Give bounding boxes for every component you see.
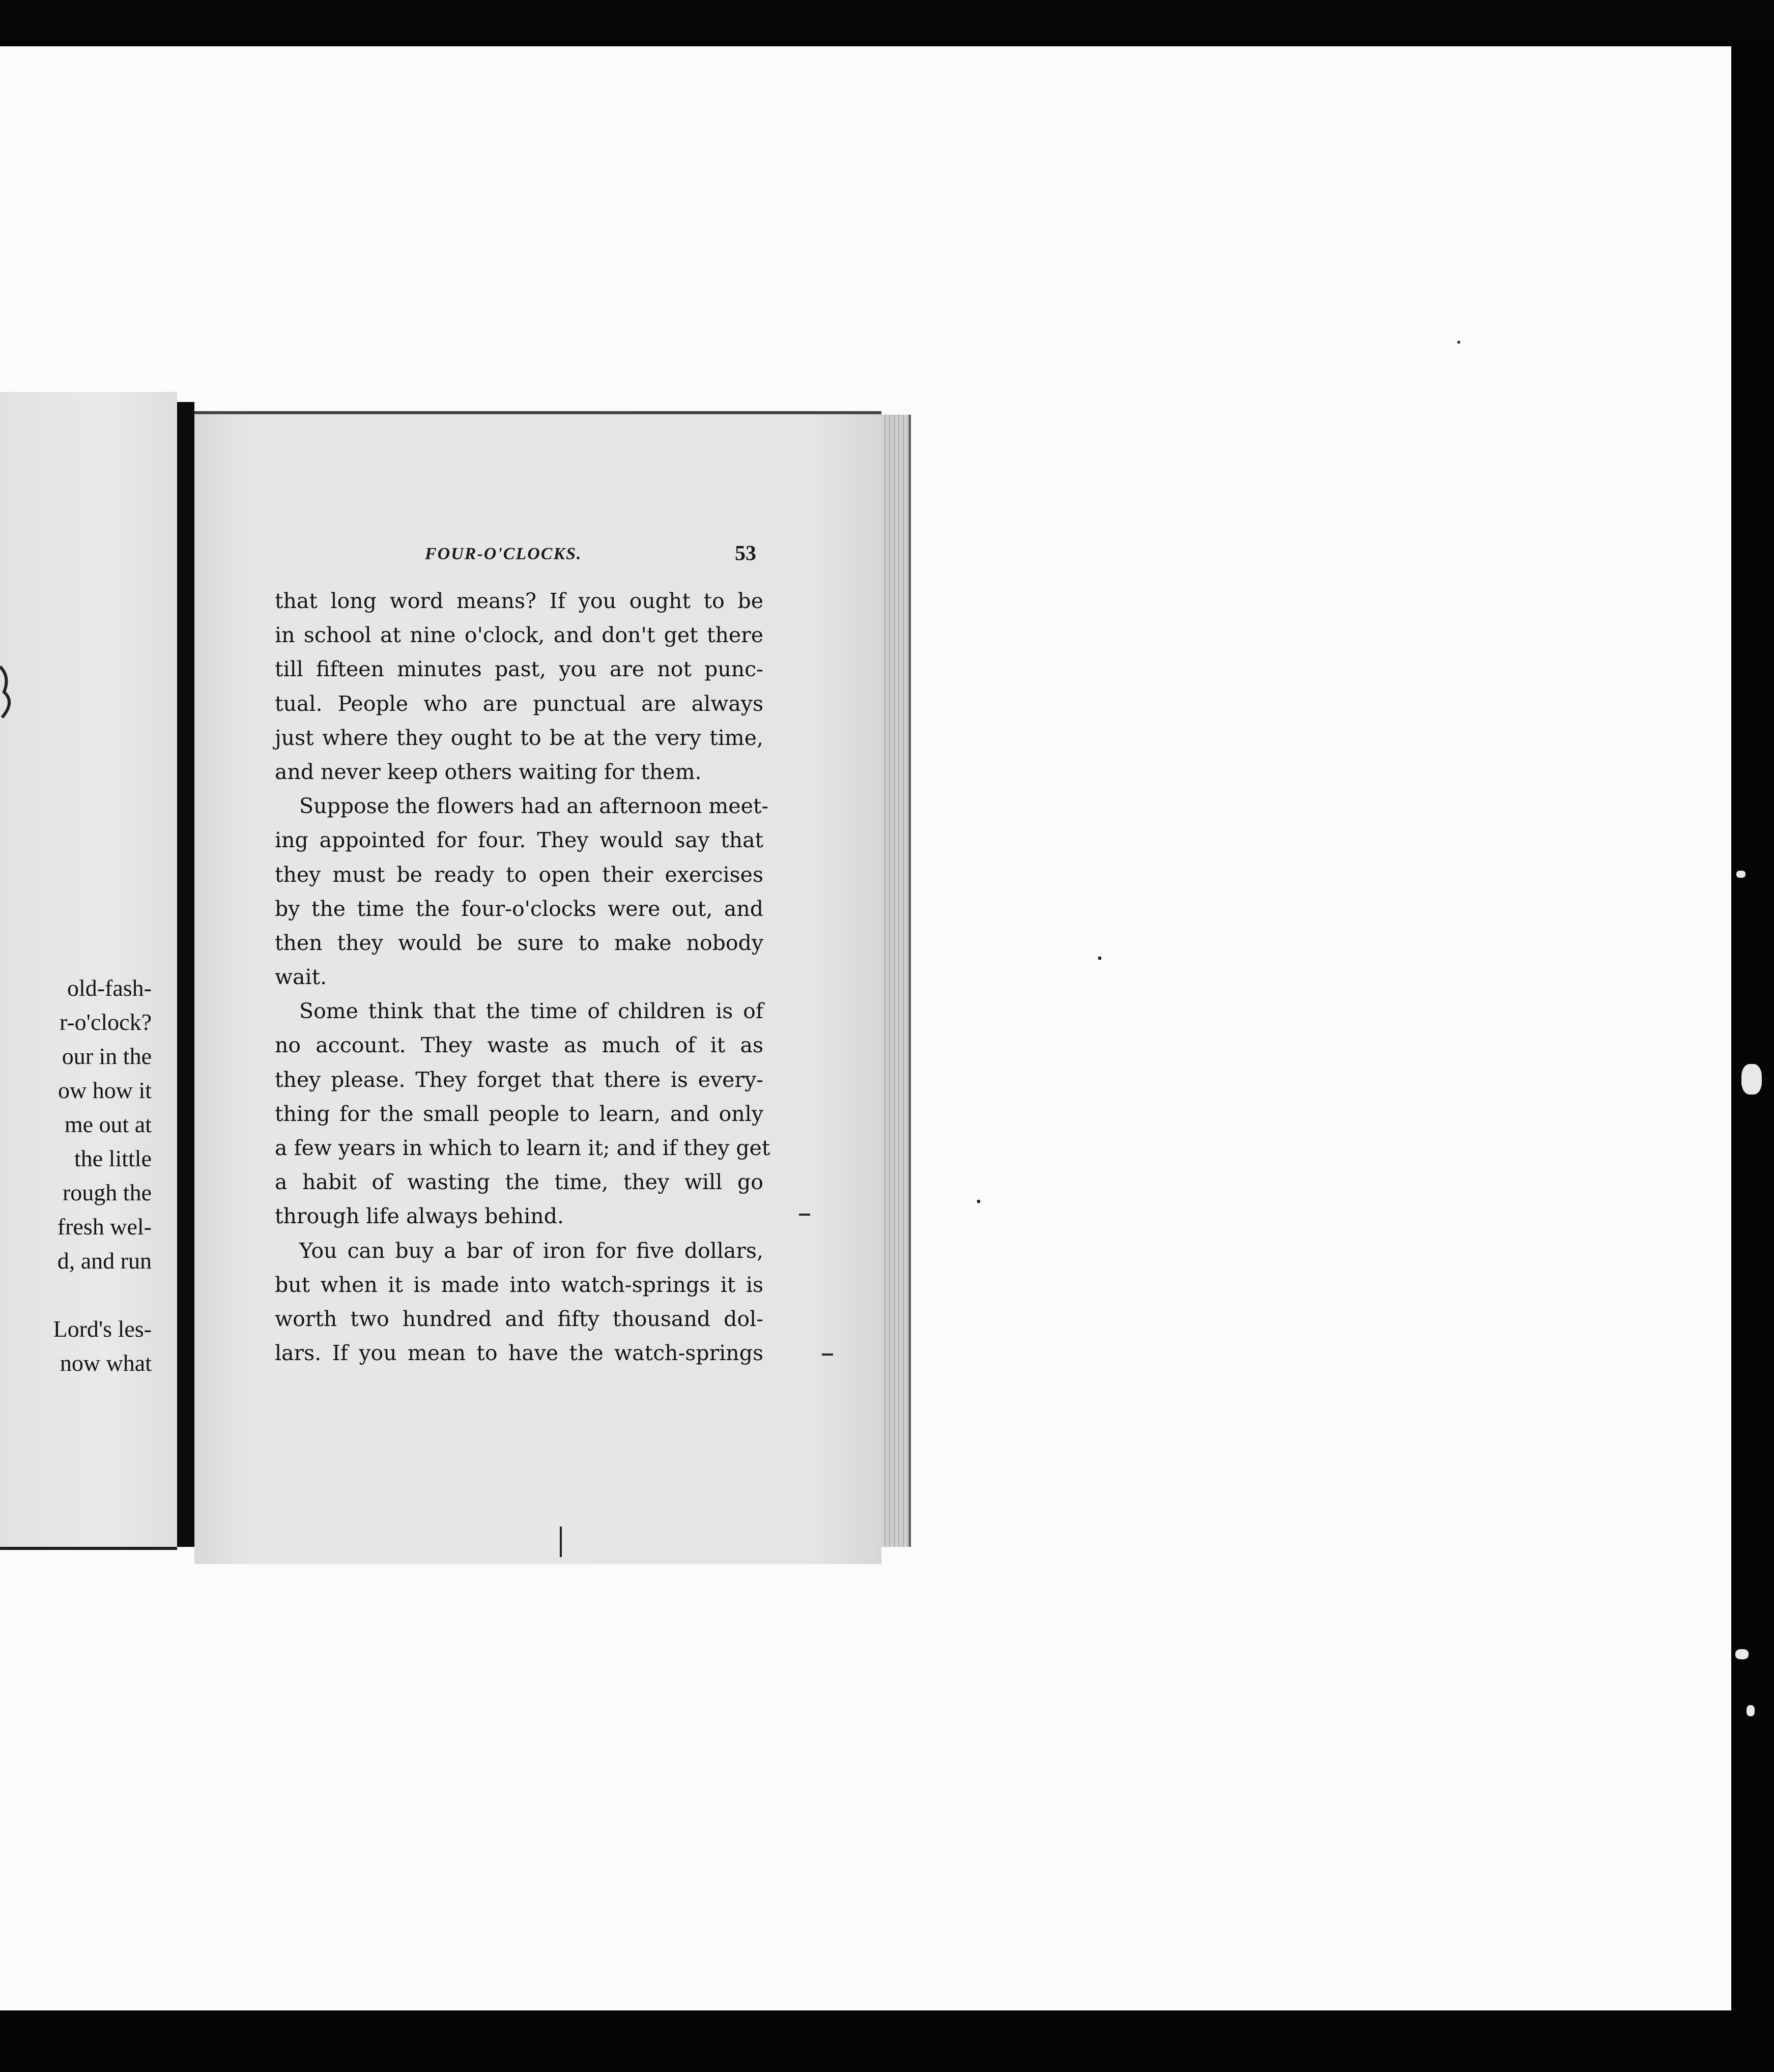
text-line: You can buy a bar of iron for five dollars, — [299, 1238, 763, 1263]
left-page-line: the little — [74, 1145, 152, 1171]
scan-mark — [1457, 341, 1460, 343]
text-line: worth two hundred and fifty thousand dol- — [275, 1306, 763, 1331]
scan-border-right — [1731, 46, 1774, 2010]
dust-speck — [1736, 871, 1746, 878]
text-line: ing appointed for four. They would say that — [275, 828, 763, 853]
text-line: tual. People who are punctual are always — [275, 691, 763, 716]
scan-mark — [560, 1527, 562, 1557]
text-line: thing for the small people to learn, and only — [275, 1101, 763, 1126]
text-line: just where they ought to be at the very time, — [275, 725, 763, 750]
left-page-line: me out at — [64, 1111, 152, 1137]
dust-speck — [1735, 1649, 1749, 1659]
text-line: till fifteen minutes past, you are not punc- — [275, 657, 763, 682]
running-head: FOUR-O'CLOCKS. — [425, 544, 582, 563]
dust-speck — [1741, 1064, 1762, 1095]
text-line: Some think that the time of children is of — [299, 999, 763, 1024]
left-page-line: d, and run — [57, 1248, 152, 1274]
left-page-line: Lord's les- — [53, 1316, 152, 1342]
text-line: lars. If you mean to have the watch-springs — [275, 1341, 763, 1366]
scan-border-top — [0, 0, 1774, 46]
text-line: a habit of wasting the time, they will go — [275, 1170, 763, 1195]
book-gutter — [177, 402, 194, 1547]
left-page-line: r-o'clock? — [59, 1009, 152, 1035]
text-line: that long word means? If you ought to be — [275, 589, 763, 613]
scan-mark — [799, 1214, 810, 1216]
scan-mark — [822, 1354, 833, 1356]
text-line: then they would be sure to make nobody — [275, 930, 763, 955]
left-page-line: ow how it — [58, 1077, 152, 1103]
text-line: no account. They waste as much of it as — [275, 1033, 763, 1058]
dust-speck — [1747, 1705, 1755, 1716]
scan-border-bottom — [0, 2010, 1774, 2072]
page-number: 53 — [735, 542, 756, 565]
text-line: Suppose the flowers had an afternoon meet- — [299, 794, 769, 819]
left-page-line: now what — [60, 1350, 152, 1376]
left-page-line: our in the — [62, 1043, 152, 1069]
text-line: and never keep others waiting for them. — [275, 759, 702, 784]
scan-mark — [977, 1200, 980, 1203]
illustration-fragment — [0, 656, 31, 728]
page-edges — [881, 415, 911, 1547]
text-line: in school at nine o'clock, and don't get there — [275, 623, 763, 648]
left-page-line: rough the — [62, 1179, 152, 1205]
text-line: but when it is made into watch-springs it is — [275, 1272, 763, 1297]
text-line: by the time the four-o'clocks were out, and — [275, 896, 763, 921]
text-line: wait. — [275, 965, 327, 990]
text-line: through life always behind. — [275, 1204, 564, 1229]
text-line: they must be ready to open their exercises — [275, 862, 763, 887]
body-text — [275, 584, 770, 1370]
scan-mark — [1098, 957, 1101, 960]
left-page-fragment — [0, 392, 177, 1550]
text-line: they please. They forget that there is every- — [275, 1067, 763, 1092]
text-line: a few years in which to learn it; and if they get — [275, 1136, 770, 1160]
left-page-line: old-fash- — [67, 975, 152, 1001]
left-page-line: fresh wel- — [57, 1214, 152, 1240]
